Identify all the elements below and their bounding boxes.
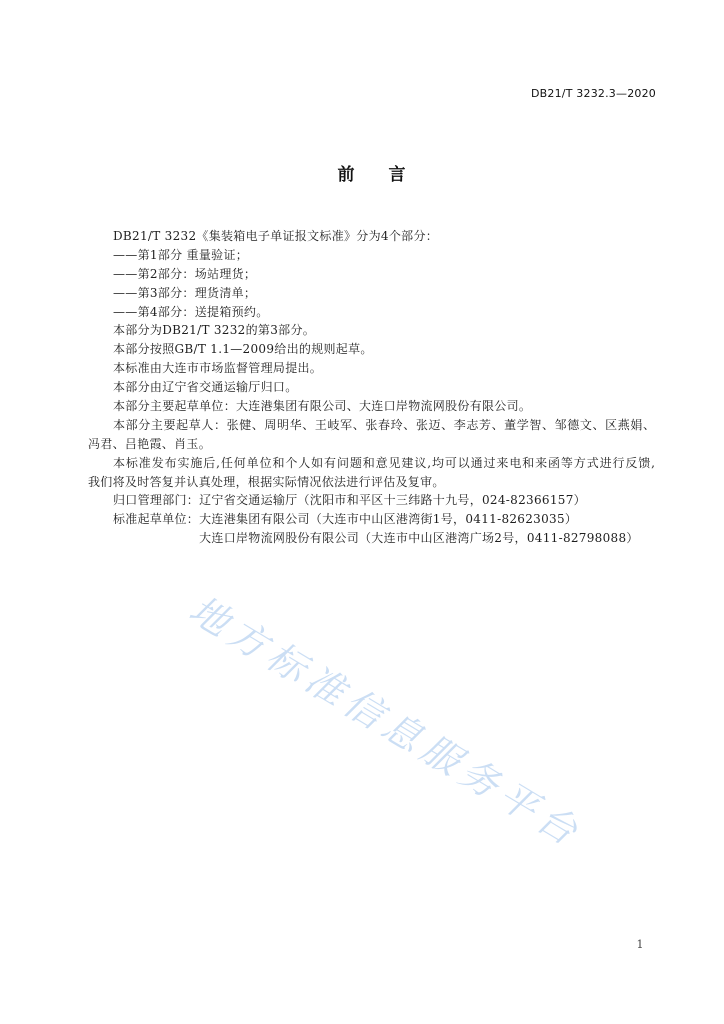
part-list-item: ——第3部分：理货清单；	[113, 285, 257, 300]
drafting-unit: 大连口岸物流网股份有限公司（大连市中山区港湾广场2号，0411-82798088）	[199, 531, 639, 546]
drafters-line: 冯君、吕艳霞、肖玉。	[88, 436, 212, 451]
statement-paragraph: 本部分为DB21/T 3232的第3部分。	[113, 323, 316, 338]
statement-paragraph: 本标准由大连市市场监督管理局提出。	[113, 361, 323, 376]
drafters-line: 本部分主要起草人：张健、周明华、王岐军、张春玲、张迈、李志芳、董学智、邹德文、区燕娟、	[113, 417, 655, 432]
statement-paragraph: 本部分由辽宁省交通运输厅归口。	[113, 380, 298, 395]
feedback-line: 本标准发布实施后,任何单位和个人如有问题和意见建议,均可以通过来电和来函等方式进行反馈,	[113, 455, 655, 470]
feedback-line: 我们将及时答复并认真处理，根据实际情况依法进行评估及复审。	[88, 474, 445, 489]
feedback-paragraph	[88, 454, 655, 492]
drafting-units-list	[199, 510, 639, 548]
intro-paragraph: DB21/T 3232《集装箱电子单证报文标准》分为4个部分：	[113, 229, 439, 243]
platform-watermark: 地方标准信息服务平台	[181, 587, 591, 857]
authority-contact: 归口管理部门：辽宁省交通运输厅（沈阳市和平区十三纬路十九号，024-82366157）	[113, 493, 586, 508]
statement-paragraph: 本部分主要起草单位：大连港集团有限公司、大连口岸物流网股份有限公司。	[113, 399, 532, 414]
drafting-unit: 大连港集团有限公司（大连市中山区港湾街1号，0411-82623035）	[199, 512, 578, 527]
part-list-item: ——第4部分：送提箱预约。	[113, 304, 269, 319]
statement-paragraph: 本部分按照GB/T 1.1—2009给出的规则起草。	[113, 342, 373, 357]
document-code-header: DB21/T 3232.3—2020	[530, 87, 656, 100]
part-list-item: ——第2部分：场站理货；	[113, 266, 257, 281]
drafting-units-row	[88, 510, 655, 548]
drafting-units-label: 标准起草单位：	[113, 512, 200, 527]
part-list-item: ——第1部分 重量验证；	[113, 247, 249, 262]
drafters-paragraph	[88, 416, 655, 454]
section-title: 前 言	[337, 165, 406, 185]
page-number: 1	[636, 938, 644, 951]
foreword-body	[88, 227, 655, 548]
